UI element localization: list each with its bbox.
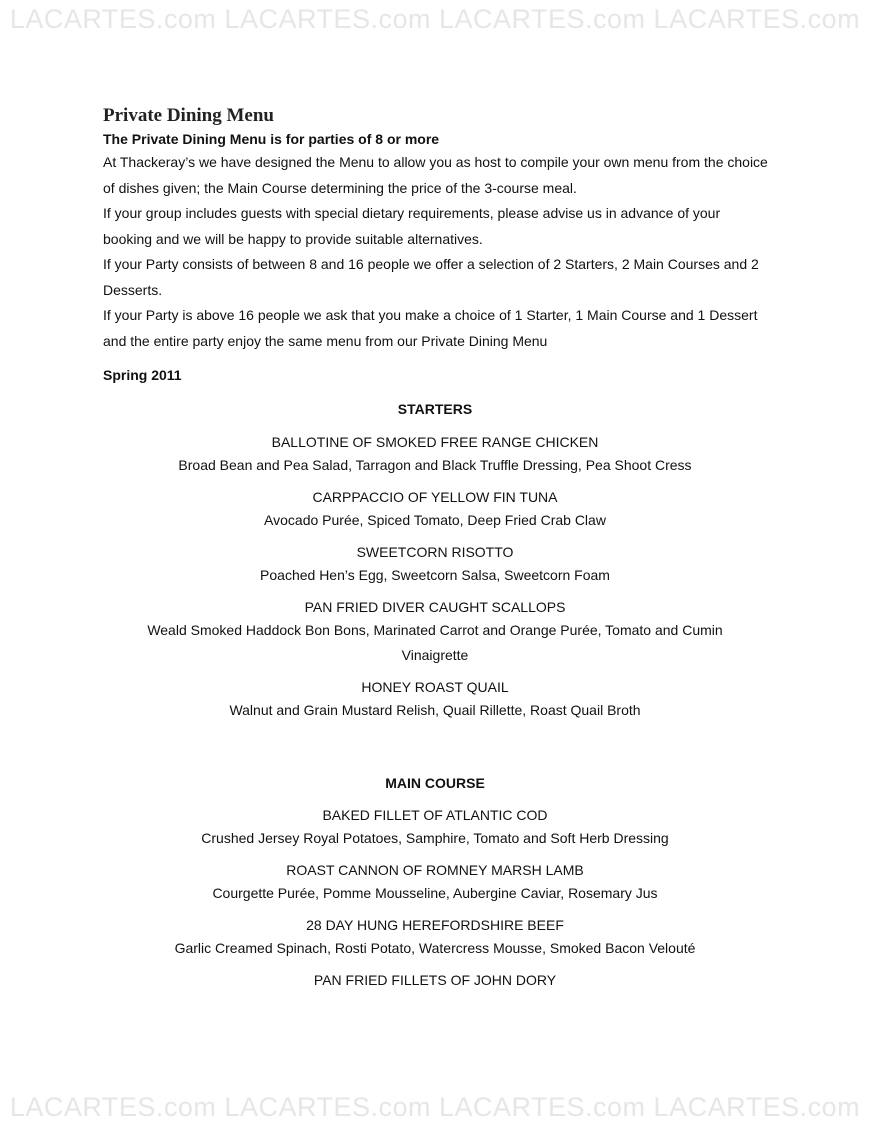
- dish-name: PAN FRIED DIVER CAUGHT SCALLOPS: [304, 599, 566, 615]
- page-title: Private Dining Menu: [103, 105, 274, 126]
- dish-name: CARPPACCIO OF YELLOW FIN TUNA: [312, 489, 558, 505]
- dish-description: Poached Hen’s Egg, Sweetcorn Salsa, Sweetcorn Foam: [260, 567, 610, 583]
- dish-description: Crushed Jersey Royal Potatoes, Samphire, Tomato and Soft Herb Dressing: [201, 830, 669, 846]
- intro-paragraph: At Thackeray’s we have designed the Menu to allow you as host to compile your own menu from the choice of dishes given; the Main Course determining the price of the 3-course meal.: [103, 154, 768, 196]
- intro-section: [103, 104, 773, 386]
- watermark-bottom: LACARTES.com LACARTES.com LACARTES.com LACARTES.com: [9, 1092, 861, 1122]
- watermark-top: LACARTES.com LACARTES.com LACARTES.com LACARTES.com: [9, 4, 861, 34]
- dish-description: Garlic Creamed Spinach, Rosti Potato, Watercress Mousse, Smoked Bacon Velouté: [174, 940, 696, 956]
- dish-name: BAKED FILLET OF ATLANTIC COD: [322, 807, 548, 823]
- main-course-section: [100, 772, 770, 991]
- season-label: Spring 2011: [103, 367, 182, 383]
- intro-paragraph: If your Party is above 16 people we ask that you make a choice of 1 Starter, 1 Main Course and 1 Dessert and the entire party enjoy the same menu from our Private Dining Menu: [103, 307, 758, 349]
- dish-name: PAN FRIED FILLETS OF JOHN DORY: [313, 972, 557, 988]
- dish-name: HONEY ROAST QUAIL: [361, 679, 509, 695]
- dish-description: Walnut and Grain Mustard Relish, Quail Rillette, Roast Quail Broth: [229, 702, 641, 718]
- dish-name: ROAST CANNON OF ROMNEY MARSH LAMB: [286, 862, 584, 878]
- dish-name: 28 DAY HUNG HEREFORDSHIRE BEEF: [306, 917, 564, 933]
- dish-description: Avocado Purée, Spiced Tomato, Deep Fried Crab Claw: [264, 512, 606, 528]
- intro-text: [103, 150, 773, 354]
- main-course-heading: MAIN COURSE: [385, 775, 485, 791]
- starters-heading: STARTERS: [397, 401, 473, 417]
- dish-description: Courgette Purée, Pomme Mousseline, Aubergine Caviar, Rosemary Jus: [212, 885, 658, 901]
- dish-name: BALLOTINE OF SMOKED FREE RANGE CHICKEN: [271, 434, 599, 450]
- dish-name: SWEETCORN RISOTTO: [356, 544, 514, 560]
- intro-paragraph: If your Party consists of between 8 and 16 people we offer a selection of 2 Starters, 2 Main Courses and 2 Desserts.: [103, 256, 759, 298]
- dish-description: Broad Bean and Pea Salad, Tarragon and Black Truffle Dressing, Pea Shoot Cress: [178, 457, 692, 473]
- starters-section: [100, 398, 770, 723]
- page-subtitle: The Private Dining Menu is for parties of 8 or more: [103, 131, 440, 147]
- dish-description: Weald Smoked Haddock Bon Bons, Marinated Carrot and Orange Purée, Tomato and Cumin Vinaigrette: [147, 622, 723, 663]
- intro-paragraph: If your group includes guests with special dietary requirements, please advise us in advance of your booking and we will be happy to provide suitable alternatives.: [103, 205, 721, 247]
